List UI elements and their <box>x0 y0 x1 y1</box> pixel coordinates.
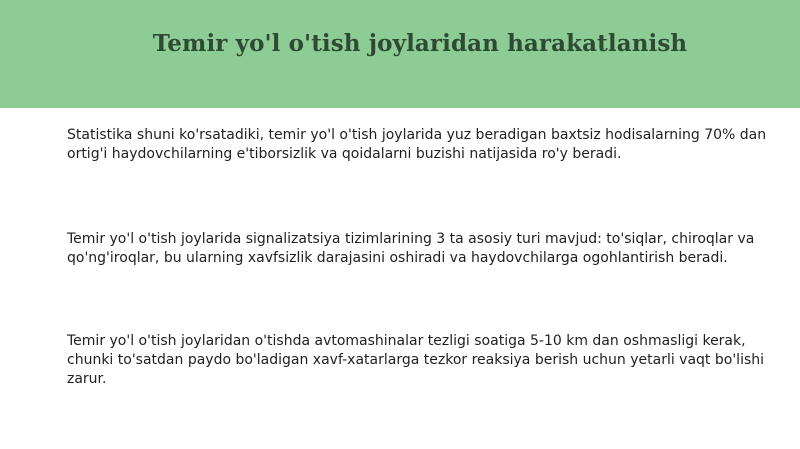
slide-title: Temir yo'l o'tish joylaridan harakatlanish <box>152 30 688 57</box>
paragraph-speed-limit: Temir yo'l o'tish joylaridan o'tishda avtomashinalar tezligi soatiga 5-10 km dan oshmasligi kerak, chunki to'satdan paydo bo'ladigan xavf-xatarlarga tezkor reaksiya berish uchun yetarli vaqt bo'lishi zarur. <box>67 333 765 387</box>
paragraph-statistics: Statistika shuni ko'rsatadiki, temir yo'l o'tish joylarida yuz beradigan baxtsiz hodisalarning 70% dan ortig'i haydovchilarning e'tiborsizlik va qoidalarni buzishi natijasida ro'y beradi. <box>67 127 767 162</box>
paragraph-signal-systems: Temir yo'l o'tish joylarida signalizatsiya tizimlarining 3 ta asosiy turi mavjud: to'siqlar, chiroqlar va qo'ng'iroqlar, bu ularning xavfsizlik darajasini oshiradi va haydovchilarga ogohlantirish beradi. <box>67 231 755 266</box>
